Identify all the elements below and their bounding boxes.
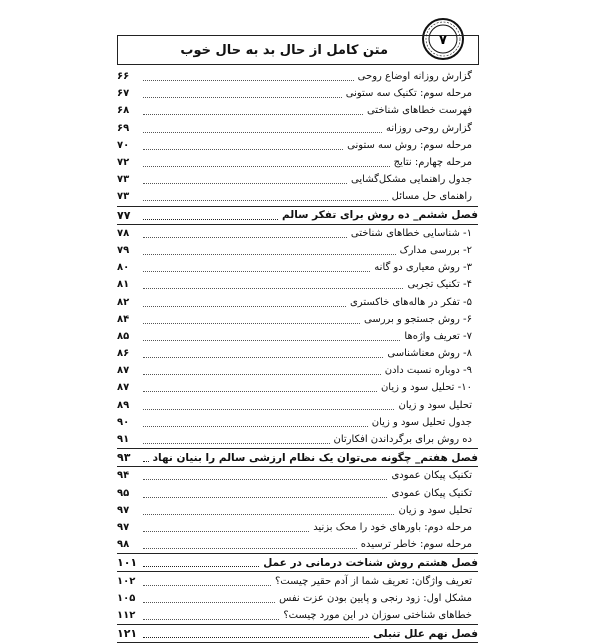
toc-page-number: ۱۰۲ — [117, 575, 136, 587]
toc-entry-title: فهرست خطاهای شناختی — [366, 105, 472, 117]
dot-leader — [143, 298, 346, 307]
dot-leader — [143, 192, 388, 201]
dot-leader — [143, 506, 394, 515]
toc-row — [117, 362, 478, 379]
toc-page-number: ۷۹ — [117, 244, 130, 256]
toc-page-number: ۸۶ — [117, 348, 130, 360]
toc-entry-title: تعریف واژگان: تعریف شما از آدم حقیر چیست؟ — [275, 575, 472, 587]
dot-leader — [143, 124, 382, 133]
toc-entry-title: مرحله سوم: روش سه ستونی — [347, 139, 472, 151]
toc-page-number: ۱۰۱ — [117, 556, 138, 570]
toc-page-number: ۸۴ — [117, 313, 130, 325]
page-number: ۷ — [439, 33, 447, 48]
toc-row — [117, 502, 478, 519]
dot-leader — [143, 349, 383, 358]
toc-row — [117, 485, 478, 502]
dot-leader — [143, 263, 370, 272]
toc-entry-title: ۳- روش معیاری دو گانه — [374, 262, 472, 274]
toc-row — [117, 293, 478, 310]
toc-page-number: ۱۱۲ — [117, 609, 136, 621]
dot-leader — [143, 453, 149, 462]
dot-leader — [143, 471, 387, 480]
toc-entry-title: تکنیک پیکان عمودی — [391, 470, 472, 482]
dot-leader — [143, 332, 400, 341]
toc-row — [117, 225, 478, 242]
toc-page-number: ۶۹ — [117, 122, 130, 134]
toc-row — [117, 102, 478, 119]
toc-page-number: ۹۷ — [117, 504, 130, 516]
dot-leader — [143, 435, 330, 444]
dot-leader — [143, 577, 271, 586]
toc-page-number: ۹۱ — [117, 434, 130, 446]
toc-entry-title: مرحله سوم: خاطر ترسیده — [360, 539, 472, 551]
toc-entry-title: مشکل اول: زود رنجی و پایین بودن عزت نفس — [279, 592, 472, 604]
toc-row — [117, 590, 478, 607]
toc-row — [117, 68, 478, 85]
toc-entry-title: ۷- تعریف واژه‌ها — [404, 330, 472, 342]
dot-leader — [143, 611, 279, 620]
dot-leader — [143, 158, 390, 167]
toc-row — [117, 120, 478, 137]
dot-leader — [143, 106, 363, 115]
toc-page-number: ۱۲۱ — [117, 627, 138, 641]
toc-row — [117, 85, 478, 102]
toc-row — [117, 276, 478, 293]
toc-entry-title: مرحله چهارم: نتایج — [393, 157, 472, 169]
toc-row — [117, 467, 478, 484]
toc-chapter-row — [117, 207, 478, 224]
toc-page-number: ۹۵ — [117, 487, 130, 499]
toc-chapter-row — [117, 449, 478, 466]
toc-row — [117, 137, 478, 154]
toc-entry-title: ۱- شناسایی خطاهای شناختی — [350, 227, 472, 239]
toc-entry-title: فصل هشتم روش شناخت درمانی در عمل — [263, 556, 478, 569]
toc-row — [117, 311, 478, 328]
toc-row — [117, 345, 478, 362]
toc-page-number: ۷۸ — [117, 227, 130, 239]
toc-row — [117, 431, 478, 448]
toc-row — [117, 572, 478, 589]
dot-leader — [143, 523, 309, 532]
dot-leader — [143, 175, 347, 184]
toc-row — [117, 154, 478, 171]
toc-page-number: ۶۷ — [117, 88, 130, 100]
toc-row — [117, 242, 478, 259]
dot-leader — [143, 594, 275, 603]
toc-entry-title: مرحله سوم: تکنیک سه ستونی — [345, 88, 472, 100]
dot-leader — [143, 280, 403, 289]
dot-leader — [143, 141, 343, 150]
dot-leader — [143, 366, 381, 375]
dot-leader — [143, 211, 278, 220]
toc-entry-title: تحلیل سود و زیان — [398, 504, 472, 516]
toc-page-number: ۸۵ — [117, 330, 130, 342]
dot-leader — [143, 315, 360, 324]
toc-entry-title: ۸- روش معناشناسی — [387, 348, 472, 360]
toc-page-number: ۸۷ — [117, 365, 130, 377]
toc-entry-title: ۴- تکنیک تجربی — [407, 279, 472, 291]
toc-page-number: ۸۲ — [117, 296, 130, 308]
toc-row — [117, 328, 478, 345]
toc-page-number: ۹۰ — [117, 416, 130, 428]
toc-entry-title: خطاهای شناختی سوزان در این مورد چیست؟ — [283, 609, 472, 621]
dot-leader — [143, 489, 387, 498]
toc-chapter-row — [117, 625, 478, 642]
toc-row — [117, 519, 478, 536]
dot-leader — [143, 72, 354, 81]
page-title: متن کامل از حال بد به حال خوب — [180, 42, 388, 58]
toc-page-number: ۹۸ — [117, 539, 130, 551]
toc-page-number: ۸۹ — [117, 399, 130, 411]
toc-entry-title: گزارش روزانه اوضاع روحی — [357, 71, 472, 83]
toc-entry-title: مرحله دوم: باورهای خود را محک بزنید — [313, 521, 472, 533]
toc-page-number: ۸۰ — [117, 262, 130, 274]
toc-page-number: ۷۳ — [117, 174, 130, 186]
toc-entry-title: جدول تحلیل سود و زیان — [371, 416, 472, 428]
toc-row — [117, 259, 478, 276]
dot-leader — [143, 229, 347, 238]
toc-page-number: ۷۲ — [117, 157, 130, 169]
toc-entry-title: ۲- بررسی مدارک — [399, 244, 472, 256]
table-of-contents — [117, 68, 478, 643]
toc-row — [117, 171, 478, 188]
toc-row — [117, 536, 478, 553]
dot-leader — [143, 89, 342, 98]
toc-page-number: ۶۶ — [117, 71, 130, 83]
toc-page-number: ۶۸ — [117, 105, 130, 117]
toc-page-number: ۸۱ — [117, 279, 130, 291]
toc-row — [117, 188, 478, 205]
toc-page-number: ۷۳ — [117, 191, 130, 203]
toc-page-number: ۱۰۵ — [117, 592, 136, 604]
header-box — [117, 35, 479, 65]
toc-row — [117, 379, 478, 396]
toc-entry-title: ۵- تفکر در هاله‌های خاکستری — [349, 296, 472, 308]
toc-row — [117, 397, 478, 414]
toc-row — [117, 414, 478, 431]
dot-leader — [143, 540, 357, 549]
dot-leader — [143, 401, 394, 410]
toc-entry-title: فصل نهم علل تنبلی — [373, 627, 478, 640]
toc-page-number: ۹۳ — [117, 451, 131, 465]
toc-entry-title: تحلیل سود و زیان — [398, 399, 472, 411]
dot-leader — [143, 629, 369, 638]
toc-entry-title: تکنیک پیکان عمودی — [391, 487, 472, 499]
toc-entry-title: ده روش برای برگرداندن افکارتان — [333, 434, 472, 446]
toc-entry-title: جدول راهنمایی مشکل‌گشایی — [351, 174, 472, 186]
dot-leader — [143, 558, 259, 567]
toc-row — [117, 607, 478, 624]
toc-chapter-row — [117, 554, 478, 571]
toc-entry-title: ۱۰- تحلیل سود و زیان — [380, 382, 472, 394]
toc-entry-title: ۶- روش جستجو و بررسی — [364, 313, 472, 325]
toc-page-number: ۷۷ — [117, 208, 131, 222]
toc-entry-title: فصل هفتم_ چگونه می‌توان یک نظام ارزشی سالم را بنیان نهاد — [152, 451, 478, 464]
dot-leader — [143, 383, 377, 392]
toc-entry-title: گزارش روحی روزانه — [385, 122, 472, 134]
toc-page-number: ۸۷ — [117, 382, 130, 394]
dot-leader — [143, 246, 396, 255]
toc-page-number: ۷۰ — [117, 139, 130, 151]
dot-leader — [143, 418, 368, 427]
toc-entry-title: ۹- دوباره نسبت دادن — [384, 365, 472, 377]
toc-page-number: ۹۴ — [117, 470, 130, 482]
toc-entry-title: راهنمای حل مسائل — [391, 191, 472, 203]
toc-entry-title: فصل ششم_ ده روش برای تفکر سالم — [282, 209, 478, 222]
toc-page-number: ۹۷ — [117, 521, 130, 533]
